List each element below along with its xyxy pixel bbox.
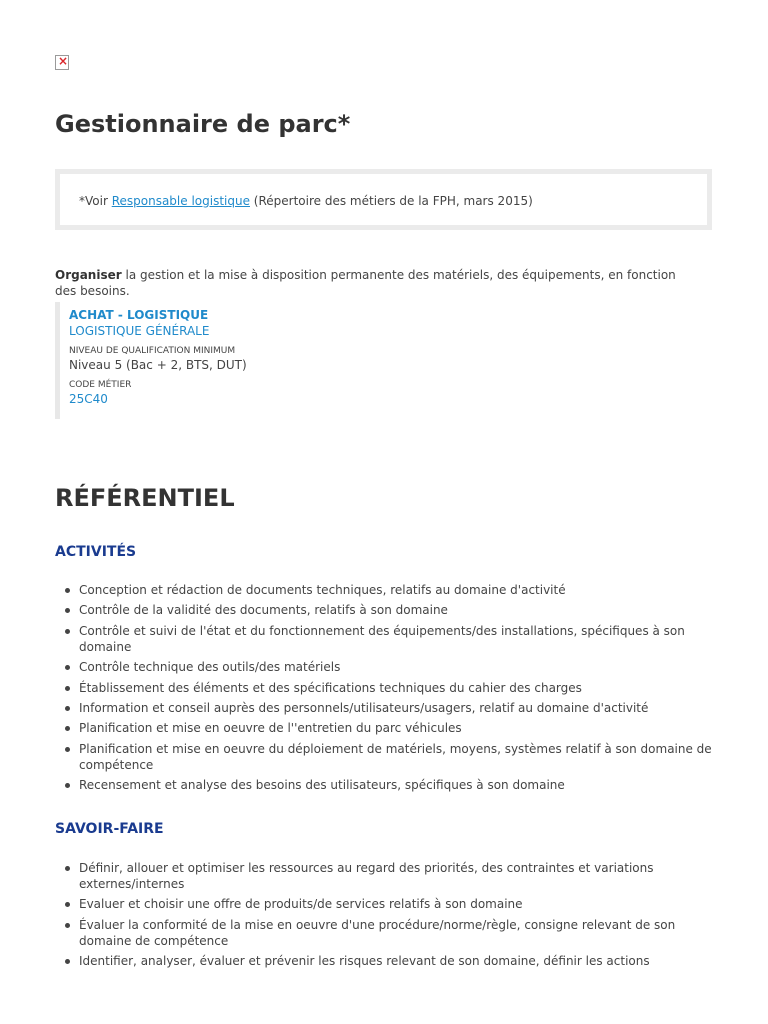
list-item: Planification et mise en oeuvre du déploiement de matériels, moyens, systèmes relatif à son domaine de compétence xyxy=(79,741,719,773)
responsable-logistique-link[interactable]: Responsable logistique xyxy=(111,194,250,208)
list-item: Contrôle de la validité des documents, relatifs à son domaine xyxy=(79,602,719,618)
job-code-value[interactable]: 25C40 xyxy=(69,392,108,406)
savoir-faire-list xyxy=(79,860,719,974)
notice-suffix: (Répertoire des métiers de la FPH, mars 2015) xyxy=(249,194,533,208)
job-code-label: CODE MÉTIER xyxy=(69,380,132,390)
list-item: Conception et rédaction de documents techniques, relatifs au domaine d'activité xyxy=(79,582,719,598)
list-item: Contrôle technique des outils/des matériels xyxy=(79,659,719,675)
savoir-faire-heading: SAVOIR-FAIRE xyxy=(55,821,164,837)
mission-verb: Organiser xyxy=(55,268,122,282)
list-item: Planification et mise en oeuvre de l''entretien du parc véhicules xyxy=(79,720,719,736)
activites-heading: ACTIVITÉS xyxy=(55,544,137,560)
job-subfamily-link[interactable]: LOGISTIQUE GÉNÉRALE xyxy=(69,324,210,338)
job-meta-block xyxy=(55,302,455,419)
broken-image-icon xyxy=(55,55,69,70)
list-item: Information et conseil auprès des personnels/utilisateurs/usagers, relatif au domaine d'activité xyxy=(79,700,719,716)
referentiel-heading: RÉFÉRENTIEL xyxy=(55,484,235,512)
qualification-value: Niveau 5 (Bac + 2, BTS, DUT) xyxy=(69,358,247,372)
mission-text: la gestion et la mise à disposition permanente des matériels, des équipements, en fonction des besoins. xyxy=(55,268,676,298)
mission-statement xyxy=(55,267,695,299)
list-item: Définir, allouer et optimiser les ressources au regard des priorités, des contraintes et variations externes/internes xyxy=(79,860,719,892)
activites-list xyxy=(79,582,719,798)
list-item: Contrôle et suivi de l'état et du fonctionnement des équipements/des installations, spécifiques à son domaine xyxy=(79,623,719,655)
notice-prefix: *Voir xyxy=(79,194,112,208)
list-item: Evaluer et choisir une offre de produits/de services relatifs à son domaine xyxy=(79,896,719,912)
job-family-link[interactable]: ACHAT - LOGISTIQUE xyxy=(69,308,209,322)
page-title: Gestionnaire de parc* xyxy=(55,110,351,138)
list-item: Évaluer la conformité de la mise en oeuvre d'une procédure/norme/règle, consigne relevant de son domaine de compétence xyxy=(79,917,719,949)
notice-box xyxy=(55,169,712,230)
qualification-label: NIVEAU DE QUALIFICATION MINIMUM xyxy=(69,346,236,356)
list-item: Identifier, analyser, évaluer et prévenir les risques relevant de son domaine, définir les actions xyxy=(79,953,719,969)
list-item: Recensement et analyse des besoins des utilisateurs, spécifiques à son domaine xyxy=(79,777,719,793)
list-item: Établissement des éléments et des spécifications techniques du cahier des charges xyxy=(79,680,719,696)
